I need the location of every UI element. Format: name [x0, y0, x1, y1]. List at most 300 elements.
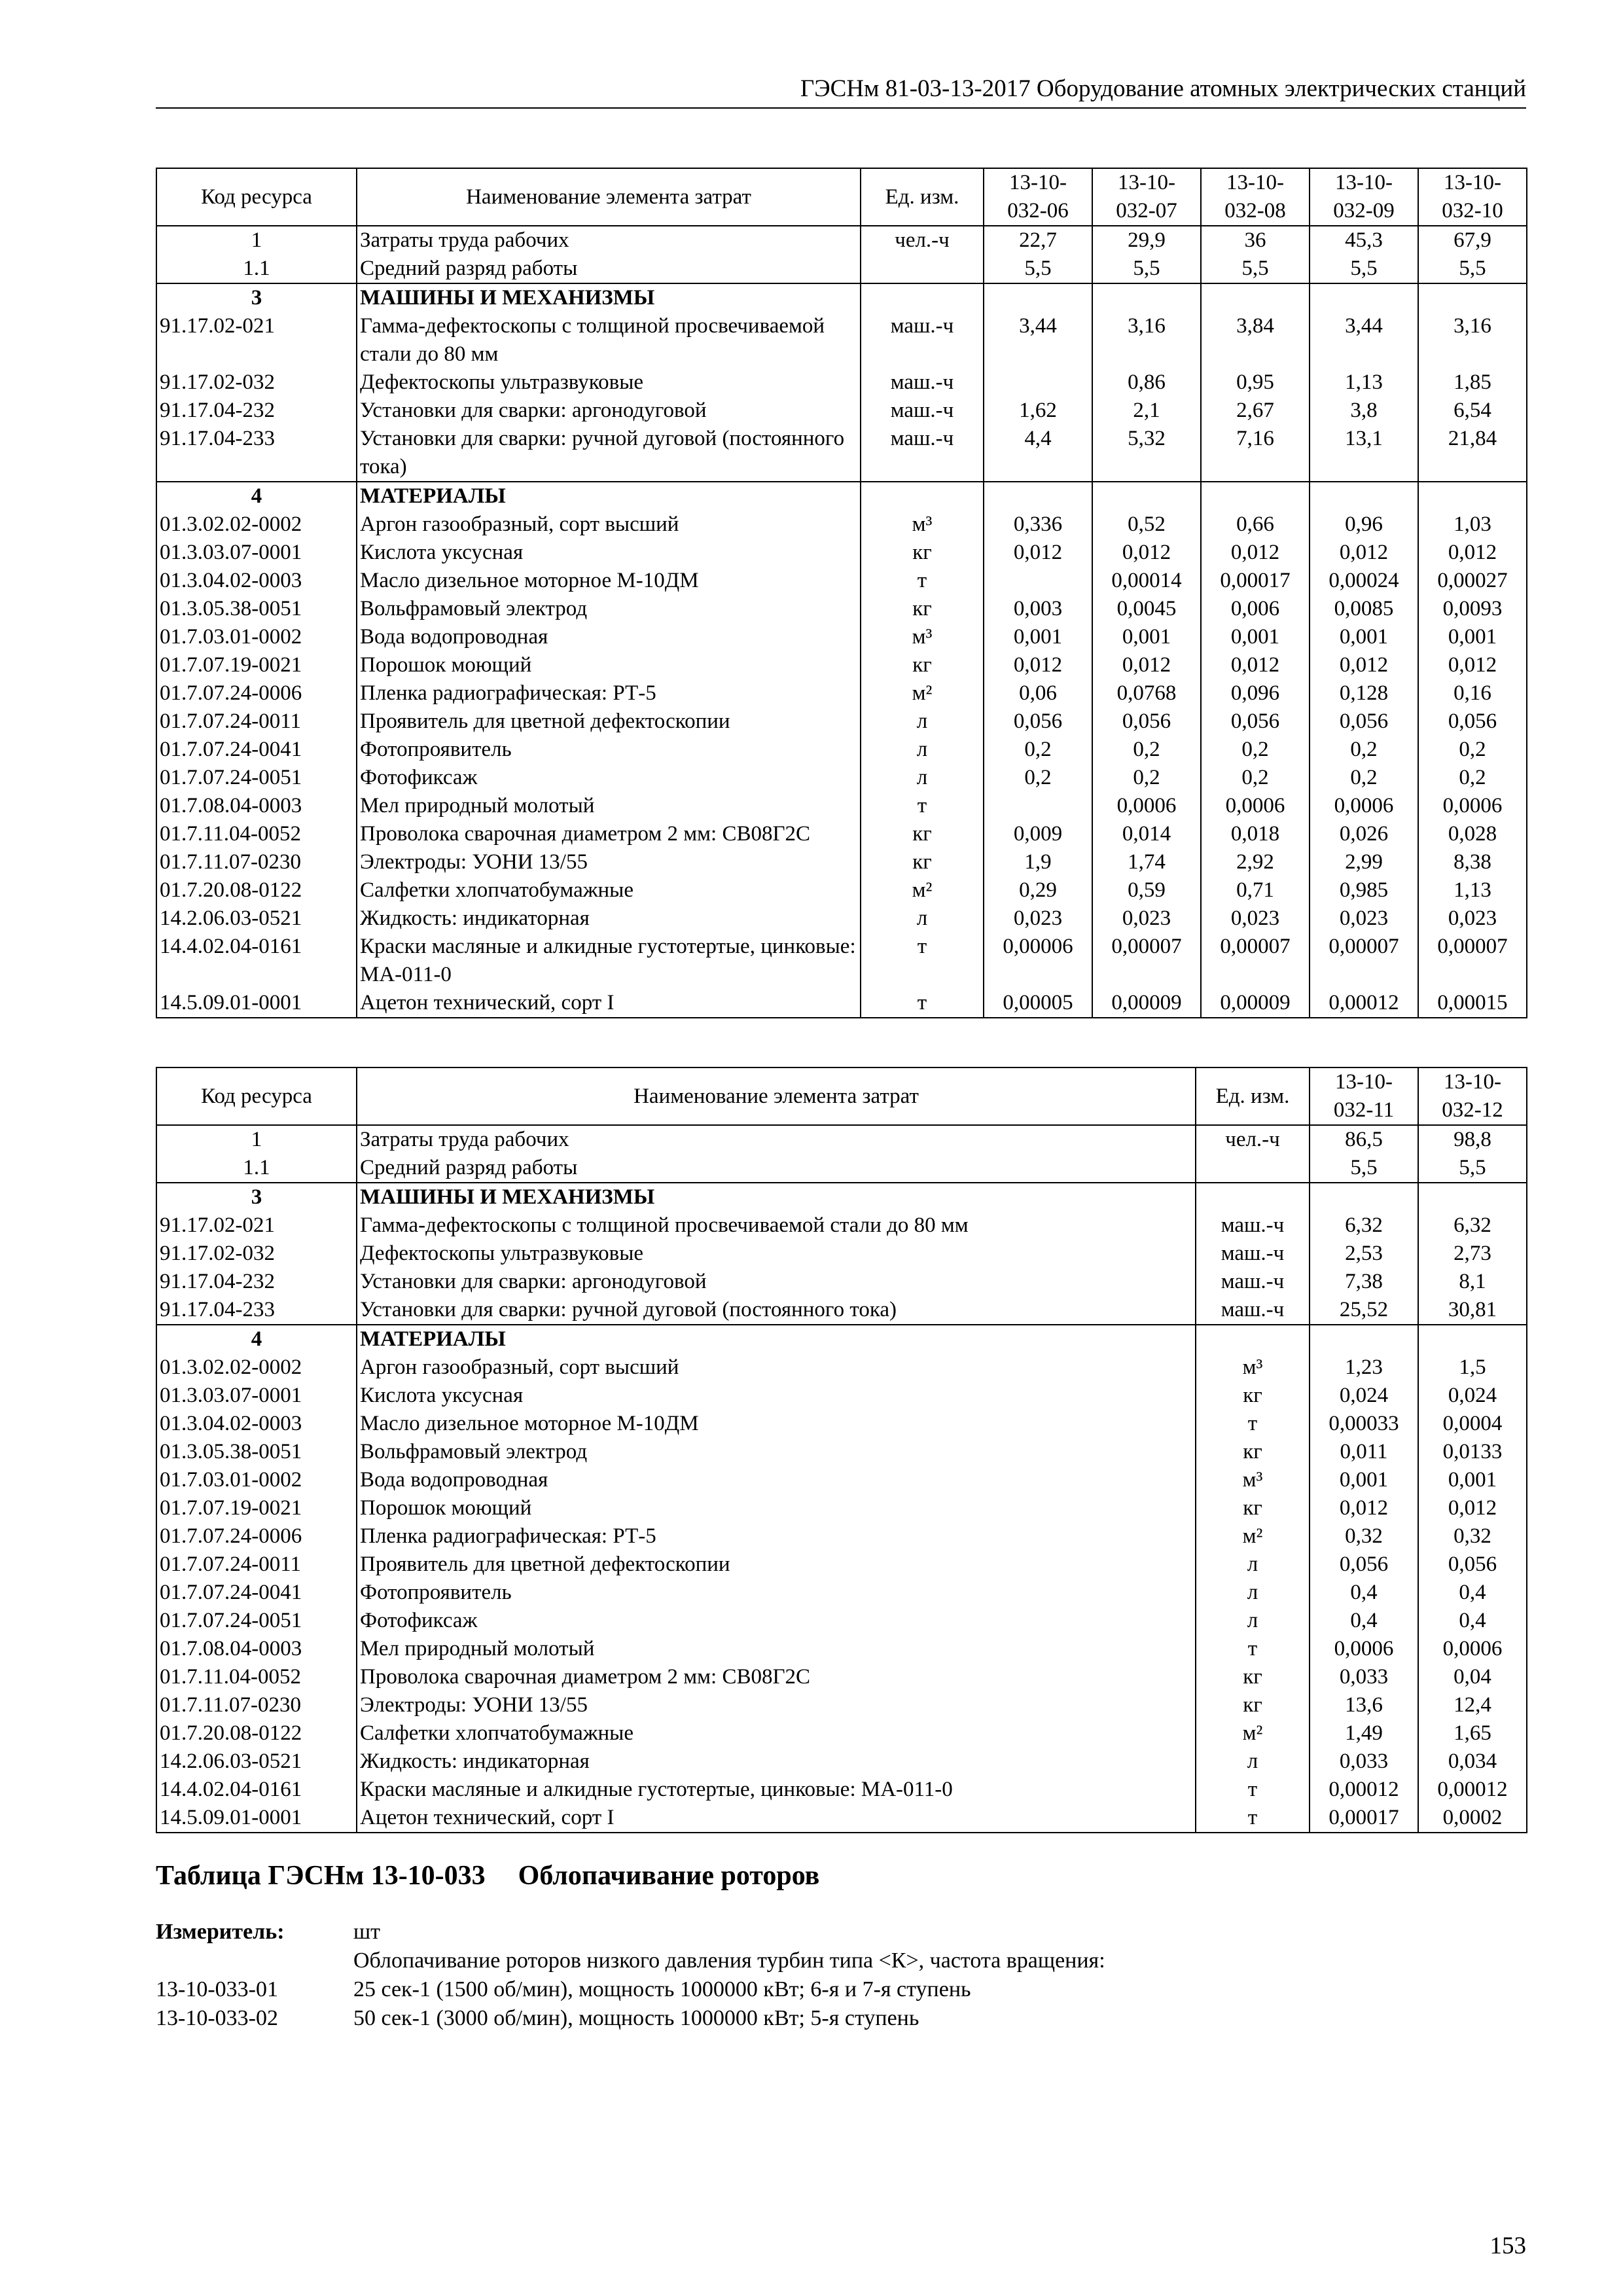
resource-code: 01.7.07.24-0006	[156, 679, 357, 708]
work-item-text: 25 сек-1 (1500 об/мин), мощность 1000000 кВт; 6-я и 7-я ступень	[353, 1977, 971, 2001]
resource-value	[1201, 283, 1310, 312]
work-item-text: 50 сек-1 (3000 об/мин), мощность 1000000 кВт; 5-я ступень	[353, 2006, 919, 2030]
resource-value: 0,2	[984, 764, 1092, 792]
table-row	[156, 820, 1527, 848]
resource-value: 0,0768	[1092, 679, 1201, 708]
resource-code: 01.7.11.04-0052	[156, 1663, 357, 1691]
resource-value: 0,2	[1092, 736, 1201, 764]
resource-name: Установки для сварки: аргонодуговой	[357, 397, 861, 425]
table-row	[156, 255, 1527, 283]
resource-value: 0,0006	[1418, 1635, 1527, 1663]
resource-unit: маш.-ч	[1196, 1296, 1310, 1325]
resource-value: 0,985	[1310, 876, 1418, 905]
resource-value: 0,024	[1418, 1382, 1527, 1410]
resource-value: 0,00009	[1201, 989, 1310, 1018]
resource-value: 0,00007	[1201, 933, 1310, 989]
resource-unit	[1196, 1183, 1310, 1211]
resource-name: Салфетки хлопчатобумажные	[357, 1719, 1196, 1748]
resource-name: Установки для сварки: ручной дуговой (постоянного тока)	[357, 425, 861, 482]
resource-name: Краски масляные и алкидные густотертые, цинковые: МА-011-0	[357, 1776, 1196, 1804]
resource-value: 0,011	[1310, 1438, 1418, 1466]
resource-code: 01.3.05.38-0051	[156, 1438, 357, 1466]
resource-value: 0,2	[1310, 764, 1418, 792]
table-row	[156, 876, 1527, 905]
resource-value: 1,13	[1310, 368, 1418, 397]
resource-value: 0,0006	[1310, 1635, 1418, 1663]
resource-name: Гамма-дефектоскопы с толщиной просвечиваемой стали до 80 мм	[357, 312, 861, 368]
table-row	[156, 1804, 1527, 1833]
resource-value: 3,44	[1310, 312, 1418, 368]
table-row	[156, 1663, 1527, 1691]
resource-unit: т	[861, 989, 984, 1018]
resource-value: 0,001	[1418, 1466, 1527, 1494]
resource-name: МАШИНЫ И МЕХАНИЗМЫ	[357, 1183, 1196, 1211]
table-row	[156, 567, 1527, 595]
resource-value	[1310, 283, 1418, 312]
resource-value: 1,03	[1418, 511, 1527, 539]
resource-value: 6,32	[1310, 1211, 1418, 1240]
resource-code: 01.7.20.08-0122	[156, 1719, 357, 1748]
resource-value: 0,033	[1310, 1748, 1418, 1776]
resource-value: 0,001	[1418, 623, 1527, 651]
resource-name: Установки для сварки: ручной дуговой (постоянного тока)	[357, 1296, 1196, 1325]
resource-value: 8,1	[1418, 1268, 1527, 1296]
resource-value: 25,52	[1310, 1296, 1418, 1325]
resource-value: 0,003	[984, 595, 1092, 623]
resource-unit: л	[861, 708, 984, 736]
resource-value: 0,056	[1418, 1551, 1527, 1579]
resource-code: 01.7.11.04-0052	[156, 820, 357, 848]
header-col-032-07: 13-10- 032-07	[1092, 168, 1201, 226]
table-row	[156, 283, 1527, 312]
resource-unit: л	[861, 736, 984, 764]
resource-value: 1,5	[1418, 1354, 1527, 1382]
resource-value: 0,32	[1310, 1522, 1418, 1551]
resource-value: 0,012	[1201, 539, 1310, 567]
resource-value: 3,8	[1310, 397, 1418, 425]
resource-value: 0,012	[1310, 1494, 1418, 1522]
measure-unit: шт	[353, 1920, 381, 1944]
resource-code: 01.7.07.19-0021	[156, 1494, 357, 1522]
resource-code: 91.17.02-021	[156, 312, 357, 368]
resource-code: 01.7.11.07-0230	[156, 848, 357, 876]
resource-value: 0,012	[1092, 539, 1201, 567]
resource-value: 0,128	[1310, 679, 1418, 708]
resource-name: Фотопроявитель	[357, 736, 861, 764]
resource-unit: т	[1196, 1776, 1310, 1804]
resource-name: Мел природный молотый	[357, 1635, 1196, 1663]
resource-value: 2,1	[1092, 397, 1201, 425]
resource-unit	[1196, 1154, 1310, 1183]
resource-unit: маш.-ч	[1196, 1211, 1310, 1240]
resource-name: Масло дизельное моторное М-10ДМ	[357, 567, 861, 595]
resource-unit: кг	[1196, 1691, 1310, 1719]
resource-value: 98,8	[1418, 1125, 1527, 1154]
resource-unit: кг	[1196, 1382, 1310, 1410]
header-col-032-06: 13-10- 032-06	[984, 168, 1092, 226]
resource-value: 0,056	[1418, 708, 1527, 736]
table-row	[156, 764, 1527, 792]
resource-value: 2,92	[1201, 848, 1310, 876]
resource-value: 0,00012	[1418, 1776, 1527, 1804]
resource-value: 0,2	[1418, 764, 1527, 792]
table-row	[156, 1268, 1527, 1296]
table-row	[156, 848, 1527, 876]
table-label: Таблица ГЭСНм 13-10-033	[156, 1861, 486, 1891]
table-row	[156, 511, 1527, 539]
resource-value: 0,00015	[1418, 989, 1527, 1018]
resource-value: 0,00017	[1201, 567, 1310, 595]
table-row	[156, 905, 1527, 933]
resource-value: 1,49	[1310, 1719, 1418, 1748]
resource-value: 0,04	[1418, 1663, 1527, 1691]
header-col-032-08: 13-10- 032-08	[1201, 168, 1310, 226]
resource-code: 01.7.07.24-0041	[156, 736, 357, 764]
resource-value: 0,00009	[1092, 989, 1201, 1018]
resource-value: 0,014	[1092, 820, 1201, 848]
resource-unit: л	[1196, 1579, 1310, 1607]
resource-value	[1092, 283, 1201, 312]
resource-value: 7,38	[1310, 1268, 1418, 1296]
resource-code: 01.7.08.04-0003	[156, 1635, 357, 1663]
resource-value: 0,2	[1092, 764, 1201, 792]
resource-name: Фотофиксаж	[357, 1607, 1196, 1635]
resource-unit: маш.-ч	[861, 425, 984, 482]
resource-value: 0,2	[1418, 736, 1527, 764]
resource-name: Порошок моющий	[357, 1494, 1196, 1522]
resource-value: 21,84	[1418, 425, 1527, 482]
resource-unit: маш.-ч	[861, 312, 984, 368]
table-row	[156, 1438, 1527, 1466]
resource-value: 13,1	[1310, 425, 1418, 482]
header-unit: Ед. изм.	[1196, 1067, 1310, 1125]
resource-value: 0,2	[1201, 764, 1310, 792]
resource-value: 0,012	[1310, 539, 1418, 567]
resource-code: 1.1	[156, 1154, 357, 1183]
resource-name: Затраты труда рабочих	[357, 1125, 1196, 1154]
resource-value: 0,012	[1418, 1494, 1527, 1522]
resource-value: 0,2	[1201, 736, 1310, 764]
resource-value: 0,0093	[1418, 595, 1527, 623]
resource-unit: л	[861, 905, 984, 933]
resource-code: 91.17.04-233	[156, 1296, 357, 1325]
resource-value: 0,00007	[1418, 933, 1527, 989]
table-header-row	[156, 168, 1527, 226]
header-col-032-10: 13-10- 032-10	[1418, 168, 1527, 226]
page-number: 153	[1489, 2233, 1526, 2259]
resource-value: 0,056	[1310, 1551, 1418, 1579]
header-unit: Ед. изм.	[861, 168, 984, 226]
resource-value: 1,65	[1418, 1719, 1527, 1748]
resource-name: МАШИНЫ И МЕХАНИЗМЫ	[357, 283, 861, 312]
resource-value	[1418, 1183, 1527, 1211]
header-code: Код ресурса	[156, 1067, 357, 1125]
resource-value: 0,096	[1201, 679, 1310, 708]
resource-name: Проволока сварочная диаметром 2 мм: СВ08Г2С	[357, 1663, 1196, 1691]
table-row	[156, 736, 1527, 764]
resource-value: 0,00007	[1092, 933, 1201, 989]
resource-value	[1418, 1325, 1527, 1354]
resource-code: 91.17.04-232	[156, 397, 357, 425]
resource-value: 0,056	[1092, 708, 1201, 736]
resource-name: Вольфрамовый электрод	[357, 595, 861, 623]
resource-unit: маш.-ч	[861, 368, 984, 397]
resource-name: Кислота уксусная	[357, 539, 861, 567]
resource-value: 0,00012	[1310, 989, 1418, 1018]
resource-value: 0,52	[1092, 511, 1201, 539]
resource-name: МАТЕРИАЛЫ	[357, 1325, 1196, 1354]
resource-name: Мел природный молотый	[357, 792, 861, 820]
resource-name: Краски масляные и алкидные густотертые, цинковые: МА-011-0	[357, 933, 861, 989]
resource-value: 0,95	[1201, 368, 1310, 397]
resource-name: Порошок моющий	[357, 651, 861, 679]
resource-value: 3,44	[984, 312, 1092, 368]
resource-value: 12,4	[1418, 1691, 1527, 1719]
table-row	[156, 1296, 1527, 1325]
resource-code: 4	[156, 1325, 357, 1354]
resource-name: Дефектоскопы ультразвуковые	[357, 368, 861, 397]
resource-value: 0,32	[1418, 1522, 1527, 1551]
resource-name: Вода водопроводная	[357, 623, 861, 651]
resource-value: 0,0085	[1310, 595, 1418, 623]
header-col-032-11: 13-10- 032-11	[1310, 1067, 1418, 1125]
resource-name: Салфетки хлопчатобумажные	[357, 876, 861, 905]
resource-code: 01.7.07.24-0051	[156, 1607, 357, 1635]
resource-value: 0,009	[984, 820, 1092, 848]
resource-value: 2,99	[1310, 848, 1418, 876]
resource-code: 91.17.02-021	[156, 1211, 357, 1240]
resource-value: 0,4	[1418, 1579, 1527, 1607]
resource-value	[984, 368, 1092, 397]
resource-unit: л	[1196, 1607, 1310, 1635]
table-row	[156, 1551, 1527, 1579]
resource-value: 0,00014	[1092, 567, 1201, 595]
resource-table-1	[156, 168, 1527, 1018]
resource-value: 0,0006	[1092, 792, 1201, 820]
resource-unit: т	[1196, 1635, 1310, 1663]
resource-value: 0,001	[1310, 623, 1418, 651]
resource-value: 0,012	[1092, 651, 1201, 679]
resource-value	[1418, 283, 1527, 312]
resource-name: Ацетон технический, сорт I	[357, 1804, 1196, 1833]
resource-value: 0,033	[1310, 1663, 1418, 1691]
resource-name: Электроды: УОНИ 13/55	[357, 1691, 1196, 1719]
resource-value: 0,023	[1092, 905, 1201, 933]
table-row	[156, 989, 1527, 1018]
resource-value: 1,13	[1418, 876, 1527, 905]
resource-value: 0,012	[984, 539, 1092, 567]
resource-name: Ацетон технический, сорт I	[357, 989, 861, 1018]
resource-unit: м³	[861, 623, 984, 651]
resource-code: 91.17.02-032	[156, 368, 357, 397]
resource-code: 01.3.03.07-0001	[156, 1382, 357, 1410]
resource-code: 1	[156, 1125, 357, 1154]
resource-name: Средний разряд работы	[357, 1154, 1196, 1183]
resource-unit: т	[861, 792, 984, 820]
resource-value: 8,38	[1418, 848, 1527, 876]
resource-code: 01.7.03.01-0002	[156, 623, 357, 651]
table-row	[156, 1325, 1527, 1354]
resource-value: 5,5	[1418, 1154, 1527, 1183]
resource-code: 01.7.03.01-0002	[156, 1466, 357, 1494]
resource-value: 0,024	[1310, 1382, 1418, 1410]
resource-value: 0,023	[984, 905, 1092, 933]
resource-name: Масло дизельное моторное М-10ДМ	[357, 1410, 1196, 1438]
resource-unit: м²	[1196, 1522, 1310, 1551]
resource-name: Аргон газообразный, сорт высший	[357, 1354, 1196, 1382]
resource-value: 0,028	[1418, 820, 1527, 848]
resource-unit: т	[861, 567, 984, 595]
resource-value: 0,2	[1310, 736, 1418, 764]
resource-value	[984, 792, 1092, 820]
resource-unit	[861, 255, 984, 283]
resource-value: 0,4	[1418, 1607, 1527, 1635]
resource-value: 0,001	[1310, 1466, 1418, 1494]
resource-value: 0,012	[1201, 651, 1310, 679]
resource-value: 0,66	[1201, 511, 1310, 539]
resource-code: 14.5.09.01-0001	[156, 989, 357, 1018]
resource-value: 0,023	[1418, 905, 1527, 933]
resource-value: 0,0006	[1310, 792, 1418, 820]
table-row	[156, 397, 1527, 425]
table-row	[156, 1494, 1527, 1522]
resource-value: 30,81	[1418, 1296, 1527, 1325]
resource-table-2	[156, 1067, 1527, 1833]
resource-code: 01.7.07.24-0051	[156, 764, 357, 792]
resource-value: 3,84	[1201, 312, 1310, 368]
resource-value: 0,2	[984, 736, 1092, 764]
resource-name: Вода водопроводная	[357, 1466, 1196, 1494]
resource-value: 0,00012	[1310, 1776, 1418, 1804]
resource-value: 5,32	[1092, 425, 1201, 482]
table-title: Облопачивание роторов	[518, 1861, 820, 1891]
resource-value: 0,71	[1201, 876, 1310, 905]
resource-unit: м²	[861, 876, 984, 905]
resource-name: Пленка радиографическая: РТ-5	[357, 679, 861, 708]
resource-code: 01.3.05.38-0051	[156, 595, 357, 623]
resource-name: Средний разряд работы	[357, 255, 861, 283]
table-row	[156, 1154, 1527, 1183]
resource-code: 01.3.02.02-0002	[156, 1354, 357, 1382]
resource-value: 0,012	[1310, 651, 1418, 679]
table-row	[156, 1183, 1527, 1211]
resource-value: 5,5	[1310, 255, 1418, 283]
header-name: Наименование элемента затрат	[357, 1067, 1196, 1125]
resource-code: 1.1	[156, 255, 357, 283]
table-row	[156, 368, 1527, 397]
resource-unit: м²	[861, 679, 984, 708]
resource-unit: кг	[1196, 1663, 1310, 1691]
resource-value: 0,00024	[1310, 567, 1418, 595]
resource-value: 0,034	[1418, 1748, 1527, 1776]
resource-value: 0,00017	[1310, 1804, 1418, 1833]
resource-code: 3	[156, 1183, 357, 1211]
resource-value: 0,96	[1310, 511, 1418, 539]
resource-value: 1,23	[1310, 1354, 1418, 1382]
resource-unit	[861, 283, 984, 312]
resource-unit	[1196, 1325, 1310, 1354]
resource-value: 5,5	[1418, 255, 1527, 283]
table-header-row	[156, 1067, 1527, 1125]
resource-code: 14.2.06.03-0521	[156, 1748, 357, 1776]
resource-value: 2,67	[1201, 397, 1310, 425]
resource-value: 0,00027	[1418, 567, 1527, 595]
resource-unit: кг	[861, 595, 984, 623]
table-row	[156, 539, 1527, 567]
resource-code: 1	[156, 226, 357, 255]
resource-value: 0,16	[1418, 679, 1527, 708]
resource-value: 0,00033	[1310, 1410, 1418, 1438]
resource-name: Электроды: УОНИ 13/55	[357, 848, 861, 876]
resource-value	[1310, 1325, 1418, 1354]
table-row	[156, 1240, 1527, 1268]
resource-value: 0,023	[1310, 905, 1418, 933]
resource-value: 29,9	[1092, 226, 1201, 255]
table-row	[156, 1466, 1527, 1494]
resource-code: 4	[156, 482, 357, 511]
resource-code: 14.4.02.04-0161	[156, 933, 357, 989]
resource-value: 0,06	[984, 679, 1092, 708]
resource-code: 01.3.02.02-0002	[156, 511, 357, 539]
table-row	[156, 933, 1527, 989]
resource-unit: кг	[1196, 1494, 1310, 1522]
resource-code: 14.2.06.03-0521	[156, 905, 357, 933]
resource-value: 0,0133	[1418, 1438, 1527, 1466]
resource-value: 5,5	[984, 255, 1092, 283]
resource-code: 91.17.04-232	[156, 1268, 357, 1296]
resource-value: 0,29	[984, 876, 1092, 905]
table-row	[156, 595, 1527, 623]
resource-value: 0,86	[1092, 368, 1201, 397]
table-row	[156, 651, 1527, 679]
resource-unit: м³	[1196, 1466, 1310, 1494]
resource-name: Вольфрамовый электрод	[357, 1438, 1196, 1466]
work-description: Облопачивание роторов низкого давления турбин типа <К>, частота вращения:	[353, 1948, 1105, 1973]
resource-value: 1,74	[1092, 848, 1201, 876]
work-item-code: 13-10-033-01	[156, 1977, 278, 2001]
header-code: Код ресурса	[156, 168, 357, 226]
resource-value	[1418, 482, 1527, 511]
resource-unit: маш.-ч	[1196, 1240, 1310, 1268]
resource-value: 0,012	[984, 651, 1092, 679]
resource-code: 01.7.07.24-0011	[156, 1551, 357, 1579]
header-col-032-12: 13-10- 032-12	[1418, 1067, 1527, 1125]
resource-name: Фотопроявитель	[357, 1579, 1196, 1607]
resource-value	[984, 567, 1092, 595]
table-row	[156, 312, 1527, 368]
resource-unit: л	[1196, 1551, 1310, 1579]
resource-value: 0,00007	[1310, 933, 1418, 989]
resource-value: 67,9	[1418, 226, 1527, 255]
resource-unit: кг	[861, 539, 984, 567]
resource-value: 0,006	[1201, 595, 1310, 623]
table-row	[156, 679, 1527, 708]
resource-unit: кг	[861, 848, 984, 876]
resource-code: 01.7.11.07-0230	[156, 1691, 357, 1719]
resource-value: 36	[1201, 226, 1310, 255]
running-header: ГЭСНм 81-03-13-2017 Оборудование атомных электрических станций	[800, 75, 1526, 102]
resource-name: МАТЕРИАЛЫ	[357, 482, 861, 511]
table-row	[156, 1522, 1527, 1551]
measure-label: Измеритель:	[156, 1920, 285, 1944]
resource-name: Пленка радиографическая: РТ-5	[357, 1522, 1196, 1551]
resource-value: 0,0006	[1201, 792, 1310, 820]
table-row	[156, 708, 1527, 736]
resource-value: 0,001	[984, 623, 1092, 651]
resource-value: 3,16	[1092, 312, 1201, 368]
resource-value: 0,001	[1092, 623, 1201, 651]
resource-value: 6,54	[1418, 397, 1527, 425]
